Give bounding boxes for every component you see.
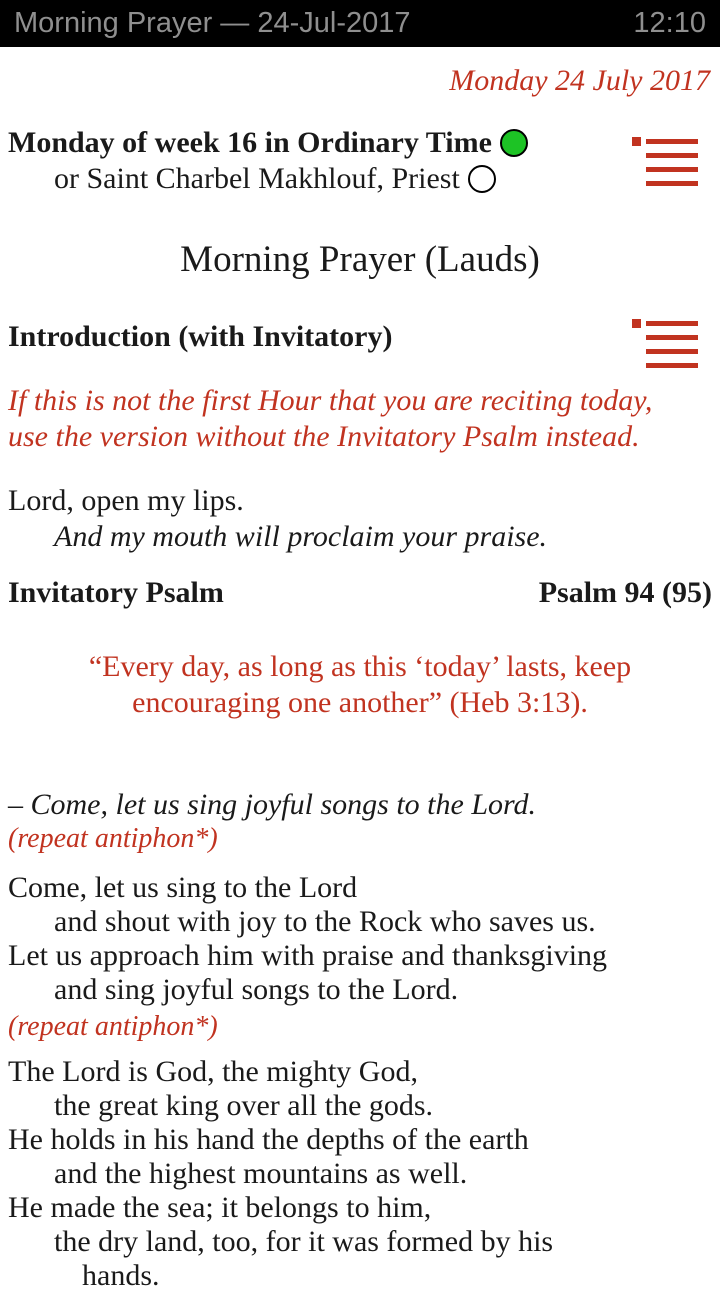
primary-celebration-label: Monday of week 16 in Ordinary Time: [8, 126, 492, 159]
app-title-bar: [0, 0, 720, 47]
repeat-antiphon-note: (repeat antiphon*): [8, 823, 218, 854]
invitatory-psalm-row: [8, 575, 712, 611]
alternative-celebration-label: or Saint Charbel Makhlouf, Priest: [54, 162, 460, 195]
introduction-menu-icon[interactable]: [632, 321, 698, 368]
psalm-verse-line: and sing joyful songs to the Lord.: [54, 973, 459, 1006]
psalm-verse-line: the great king over all the gods.: [54, 1089, 434, 1122]
psalm-verse-line: and shout with joy to the Rock who saves us.: [54, 905, 596, 938]
antiphon-block: [8, 787, 712, 855]
psalm-verse-line: The Lord is God, the mighty God,: [8, 1055, 418, 1088]
menu-icon-square: [632, 319, 641, 328]
repeat-antiphon-note-2: (repeat antiphon*): [8, 1011, 218, 1042]
white-liturgical-color-icon: [468, 165, 496, 193]
app-title: Morning Prayer — 24-Jul-2017: [14, 7, 411, 39]
psalm-stanza-1: [8, 871, 712, 1007]
rubric: [8, 383, 712, 455]
response: And my mouth will proclaim your praise.: [54, 520, 548, 553]
clock: 12:10: [633, 7, 706, 39]
text-line: use the version without the Invitatory Psalm instead.: [8, 420, 640, 453]
psalm-verse-line: He made the sea; it belongs to him,: [8, 1191, 432, 1224]
psalm-stanza-2: [8, 1055, 712, 1293]
psalm-verse-line: Let us approach him with praise and thanksgiving: [8, 939, 608, 972]
psalm-verse-line: Come, let us sing to the Lord: [8, 871, 358, 904]
scripture-quote: [8, 649, 712, 721]
green-liturgical-color-icon: [500, 129, 528, 157]
versicle: Lord, open my lips.: [8, 484, 244, 517]
date-line: Monday 24 July 2017: [449, 64, 710, 97]
prayer-content: [0, 63, 720, 1293]
celebration-menu-icon[interactable]: [632, 139, 698, 186]
introduction-section-row: [8, 319, 712, 368]
text-line: If this is not the first Hour that you are reciting today,: [8, 384, 653, 417]
psalm-reference: Psalm 94 (95): [538, 576, 712, 609]
psalm-verse-line: and the highest mountains as well.: [54, 1157, 468, 1190]
text-line: encouraging one another” (Heb 3:13).: [132, 686, 588, 719]
versicle-block: [8, 483, 712, 555]
celebration-block: [8, 125, 712, 197]
introduction-heading: Introduction (with Invitatory): [8, 320, 393, 353]
text-line: “Every day, as long as this ‘today’ lasts, keep: [88, 650, 632, 683]
invitatory-psalm-heading: Invitatory Psalm: [8, 576, 224, 609]
menu-icon-bars: [646, 321, 698, 368]
primary-celebration[interactable]: [8, 125, 632, 161]
alternative-celebration[interactable]: [54, 161, 632, 197]
menu-icon-square: [632, 137, 641, 146]
menu-icon-bars: [646, 139, 698, 186]
antiphon: – Come, let us sing joyful songs to the Lord.: [8, 788, 537, 821]
page-title: Morning Prayer (Lauds): [180, 239, 540, 280]
celebration-options: [8, 125, 632, 197]
psalm-verse-line: hands.: [82, 1259, 160, 1292]
psalm-verse-line: He holds in his hand the depths of the earth: [8, 1123, 529, 1156]
psalm-verse-line: the dry land, too, for it was formed by his: [54, 1225, 554, 1258]
